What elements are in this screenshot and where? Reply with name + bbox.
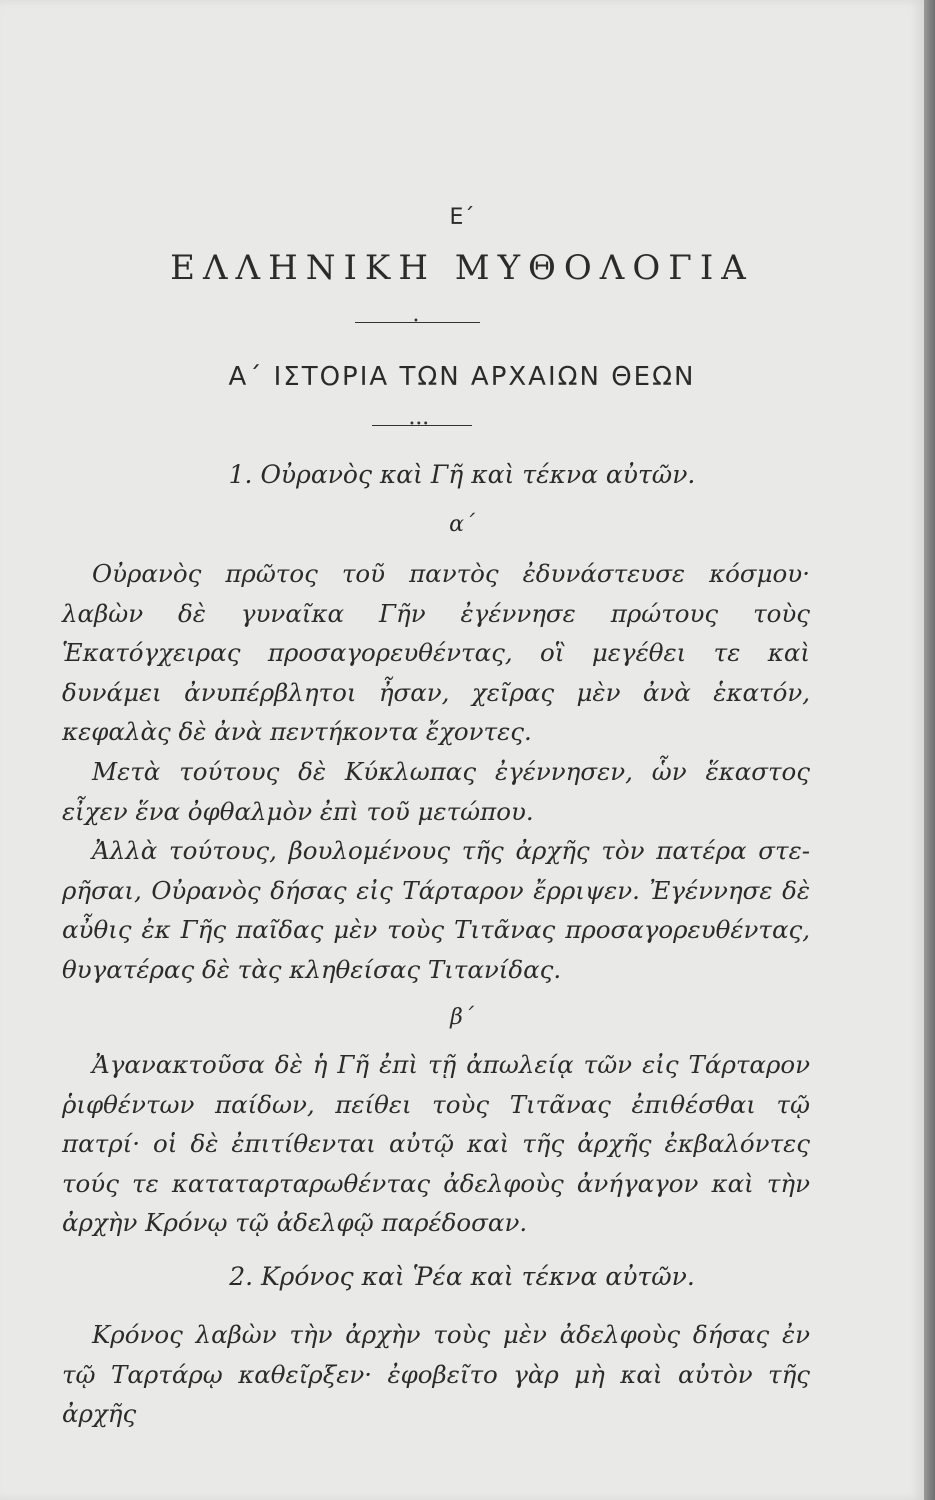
paragraph-2: Μετὰ τούτους δὲ Κύκλωπας ἐγέννησεν, ὧν ἕκαστος εἶχεν ἕνα ὀφθαλμὸν ἐπὶ τοῦ μετώπου. [62, 757, 810, 826]
subsection-a-label: α΄ [449, 512, 475, 537]
paragraph-3: Ἀλλὰ τούτους, βουλομένους τῆς ἀρχῆς τὸν πατέρα στερῆσαι, Οὐρανὸς δήσας εἰς Τάρταρον ἔρριψεν. Ἐγέννησε δὲ αὖθις ἐκ Γῆς παῖδας μὲν τοὺς Τιτᾶνας προσαγορευθέντας, θυγατέρας δὲ τὰς κληθείσας Τιτανίδας. [62, 836, 810, 984]
page-edge-shadow [924, 0, 935, 1500]
paragraph-5: Κρόνος λαβὼν τὴν ἀρχὴν τοὺς μὲν ἀδελφοὺς δήσας ἐν τῷ Ταρτάρῳ καθεῖρξεν· ἐφοβεῖτο γὰρ μὴ καὶ αὐτὸν τῆς ἀρχῆς [62, 1320, 810, 1428]
part-heading: Α΄ ΙΣΤΟΡΙΑ ΤΩΝ ΑΡΧΑΙΩΝ ΘΕΩΝ [228, 362, 696, 392]
section-mark: Ε΄ [449, 205, 475, 230]
paragraph-1: Οὐρανὸς πρῶτος τοῦ παντὸς ἐδυνάστευσε κόσμου· λαβὼν δὲ γυναῖκα Γῆν ἐγέννησε πρώτους τοὺς Ἑκατόγχειρας προσαγορευθέντας, οἳ μεγέθει τε καὶ δυνάμει ἀνυπέρβλητοι ἦσαν, χεῖρας μὲν ἀνὰ ἑκατόν, κεφαλὰς δὲ ἀνὰ πεντήκοντα ἔχοντες. [62, 559, 810, 746]
title-divider-ornament: • [413, 316, 419, 327]
paragraph-4: Ἀγανακτοῦσα δὲ ἡ Γῆ ἐπὶ τῇ ἀπωλείᾳ τῶν εἰς Τάρταρον ῥιφθέντων παίδων, πείθει τοὺς Τιτᾶνας ἐπιθέσθαι τῷ πατρί· οἱ δὲ ἐπιτίθενται αὐτῷ καὶ τῆς ἀρχῆς ἐκβαλόντες τούς τε καταταρταρωθέντας ἀδελφοὺς ἀνήγαγον καὶ τὴν ἀρχὴν Κρόνῳ τῷ ἀδελφῷ παρέδοσαν. [62, 1050, 810, 1237]
chapter-1-heading: 1. Οὐρανὸς καὶ Γῆ καὶ τέκνα αὐτῶν. [228, 460, 696, 489]
subtitle-divider-ornament: ••• [409, 419, 430, 430]
subsection-b-label: β΄ [450, 1005, 474, 1030]
page-title: ΕΛΛΗΝΙΚΗ ΜΥΘΟΛΟΓΙΑ [170, 248, 754, 288]
chapter-2-heading: 2. Κρόνος καὶ Ῥέα καὶ τέκνα αὐτῶν. [229, 1262, 695, 1291]
